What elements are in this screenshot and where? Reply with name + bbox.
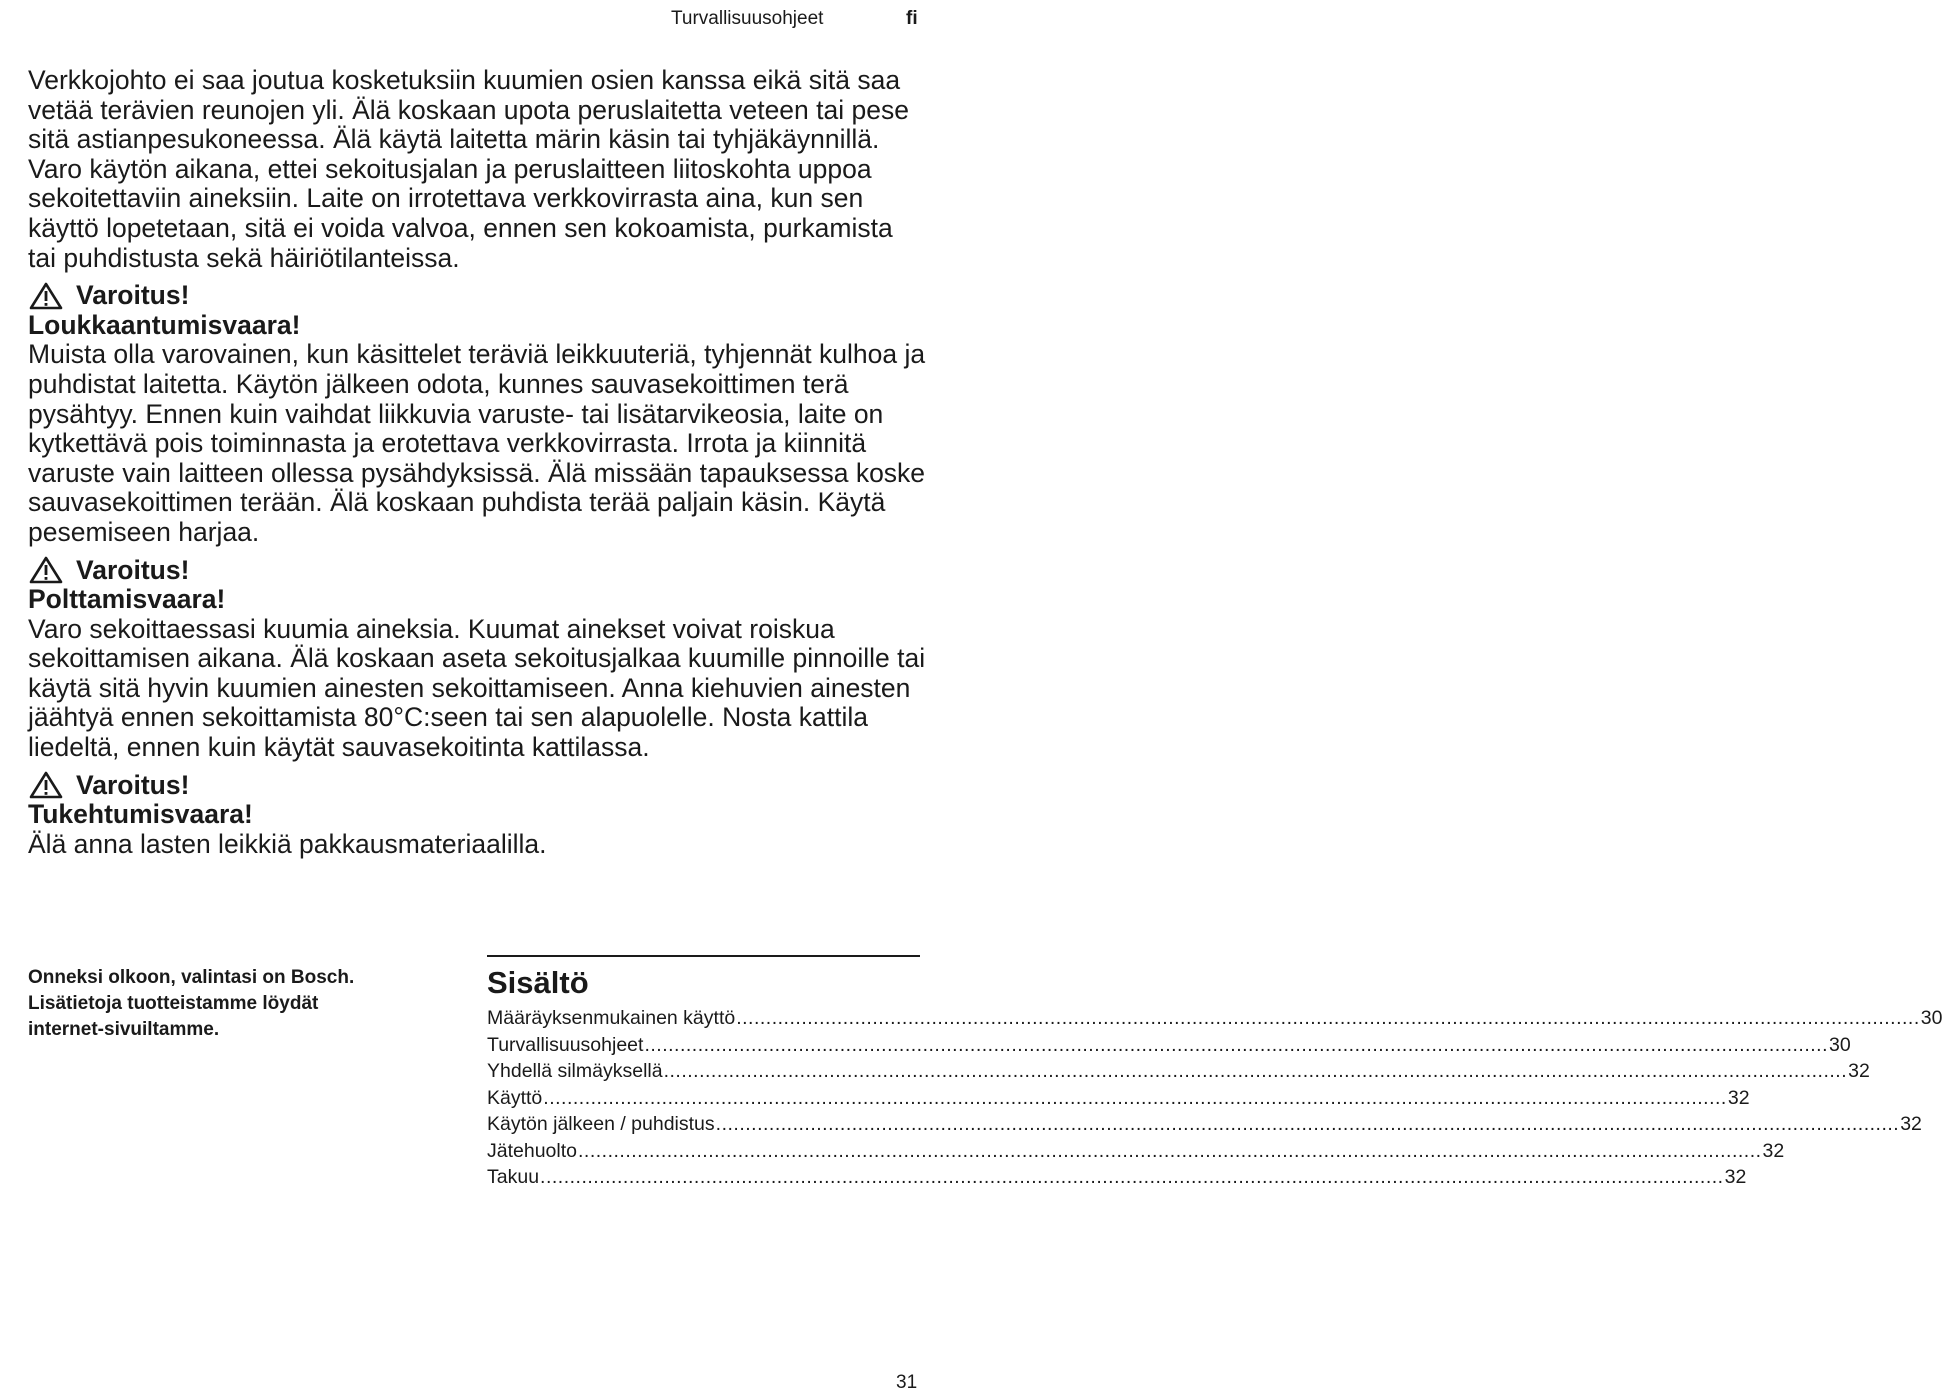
bosch-note-line: Onneksi olkoon, valintasi on Bosch.	[28, 967, 355, 988]
toc-entry[interactable]	[487, 1111, 1922, 1138]
intro-paragraph: Verkkojohto ei saa joutua kosketuksiin kuumien osien kanssa eikä sitä saa vetää terävien reunojen yli. Älä koskaan upota peruslaitetta veteen tai pese sitä astianpesukoneessa. Älä käytä laitetta märin käsin tai tyhjäkäynnillä. Varo käytön aikana, ettei sekoitusjalan ja peruslaitteen liitoskohta uppoa sekoitettaviin aineksiin. Laite on irrotettava verkkovirrasta aina, kun sen käyttö lopetetaan, sitä ei voida valvoa, ennen sen kokoamista, purkamista tai puhdistusta sekä häiriötilanteissa.	[28, 65, 909, 273]
toc-entry-page: 32	[1900, 1113, 1922, 1135]
warning-block-suffocation	[28, 771, 928, 860]
toc-entry-label: Jätehuolto	[487, 1139, 577, 1162]
toc-entry-label: Käytön jälkeen / puhdistus	[487, 1113, 715, 1135]
toc-leader-dots: ........................................................................................................................................................................................................	[736, 1007, 1920, 1029]
toc-leader-dots: ........................................................................................................................................................................................................	[663, 1060, 1848, 1082]
toc-leader-dots: ........................................................................................................................................................................................................	[543, 1086, 1727, 1109]
warning-text: Muista olla varovainen, kun käsittelet teräviä leikkuuteriä, tyhjennät kulhoa ja puhdistat laitetta. Käytön jälkeen odota, kunnes sauvasekoittimen terä pysähtyy. Ennen kuin vaihdat liikkuvia varuste- tai lisätarvikeosia, laite on kytkettävä pois toiminnasta ja erotettava verkkovirrasta. Irrota ja kiinnitä varuste vain laitteen ollessa pysähdyksissä. Älä missään tapauksessa koske sauvasekoittimen terään. Älä koskaan puhdista terää paljain käsin. Käytä pesemiseen harjaa.	[28, 339, 926, 547]
toc-heading: Sisältö	[487, 965, 589, 1000]
warning-text: Älä anna lasten leikkiä pakkausmateriaalilla.	[28, 828, 547, 859]
running-header-title: Turvallisuusohjeet	[671, 8, 824, 29]
warning-triangle-icon	[29, 556, 63, 584]
toc-entry-page: 32	[1762, 1139, 1785, 1162]
toc-entry-page: 32	[1727, 1086, 1750, 1109]
toc-entry-label: Käyttö	[487, 1086, 543, 1109]
toc-entry-page: 30	[1920, 1007, 1942, 1029]
toc-entry[interactable]	[487, 1005, 1942, 1032]
bosch-congratulations-note	[28, 965, 428, 1043]
toc-leader-dots: ........................................................................................................................................................................................................	[715, 1113, 1900, 1135]
warning-title: Varoitus!	[76, 769, 190, 800]
toc-leader-dots: ........................................................................................................................................................................................................	[644, 1033, 1828, 1056]
toc-entry[interactable]	[487, 1138, 1785, 1165]
toc-entry[interactable]	[487, 1032, 1851, 1059]
warning-text: Varo sekoittaessasi kuumia aineksia. Kuumat ainekset voivat roiskua sekoittamisen aikana. Älä koskaan aseta sekoitusjalkaa kuumille pinnoille tai käytä sitä hyvin kuumien ainesten sekoittamiseen. Anna kiehuvien ainesten jäähtyä ennen sekoittamista 80°C:seen tai sen alapuolelle. Nosta kattila liedeltä, ennen kuin käytät sauvasekoitinta kattilassa.	[28, 613, 926, 763]
table-of-contents	[487, 955, 1942, 1191]
bosch-note-line: internet-sivuiltamme.	[28, 1019, 220, 1040]
hazard-title: Loukkaantumisvaara!	[28, 309, 301, 340]
hazard-title: Tukehtumisvaara!	[28, 799, 253, 830]
toc-entry[interactable]	[487, 1164, 1747, 1191]
toc-leader-dots: ........................................................................................................................................................................................................	[540, 1166, 1724, 1188]
toc-entry-label: Turvallisuusohjeet	[487, 1033, 644, 1056]
bosch-note-line: Lisätietoja tuotteistamme löydät	[28, 993, 319, 1014]
warning-block-burn	[28, 556, 928, 763]
hazard-title: Polttamisvaara!	[28, 584, 226, 615]
toc-entry-label: Määräyksenmukainen käyttö	[487, 1007, 736, 1029]
toc-leader-dots: ........................................................................................................................................................................................................	[578, 1139, 1762, 1162]
toc-entry-page: 30	[1829, 1033, 1851, 1056]
toc-entry-page: 32	[1724, 1166, 1747, 1188]
toc-entry-page: 32	[1848, 1060, 1870, 1082]
warning-triangle-icon	[29, 282, 63, 310]
toc-entry[interactable]	[487, 1058, 1870, 1085]
toc-entry[interactable]	[487, 1085, 1750, 1112]
warning-triangle-icon	[29, 771, 63, 799]
safety-instructions	[28, 66, 928, 859]
toc-entry-label: Takuu	[487, 1166, 540, 1188]
language-code: fi	[906, 8, 918, 29]
warning-block-injury	[28, 281, 928, 547]
toc-entry-label: Yhdellä silmäyksellä	[487, 1060, 663, 1082]
warning-title: Varoitus!	[76, 554, 190, 585]
page-number: 31	[896, 1372, 918, 1393]
warning-title: Varoitus!	[76, 280, 190, 311]
